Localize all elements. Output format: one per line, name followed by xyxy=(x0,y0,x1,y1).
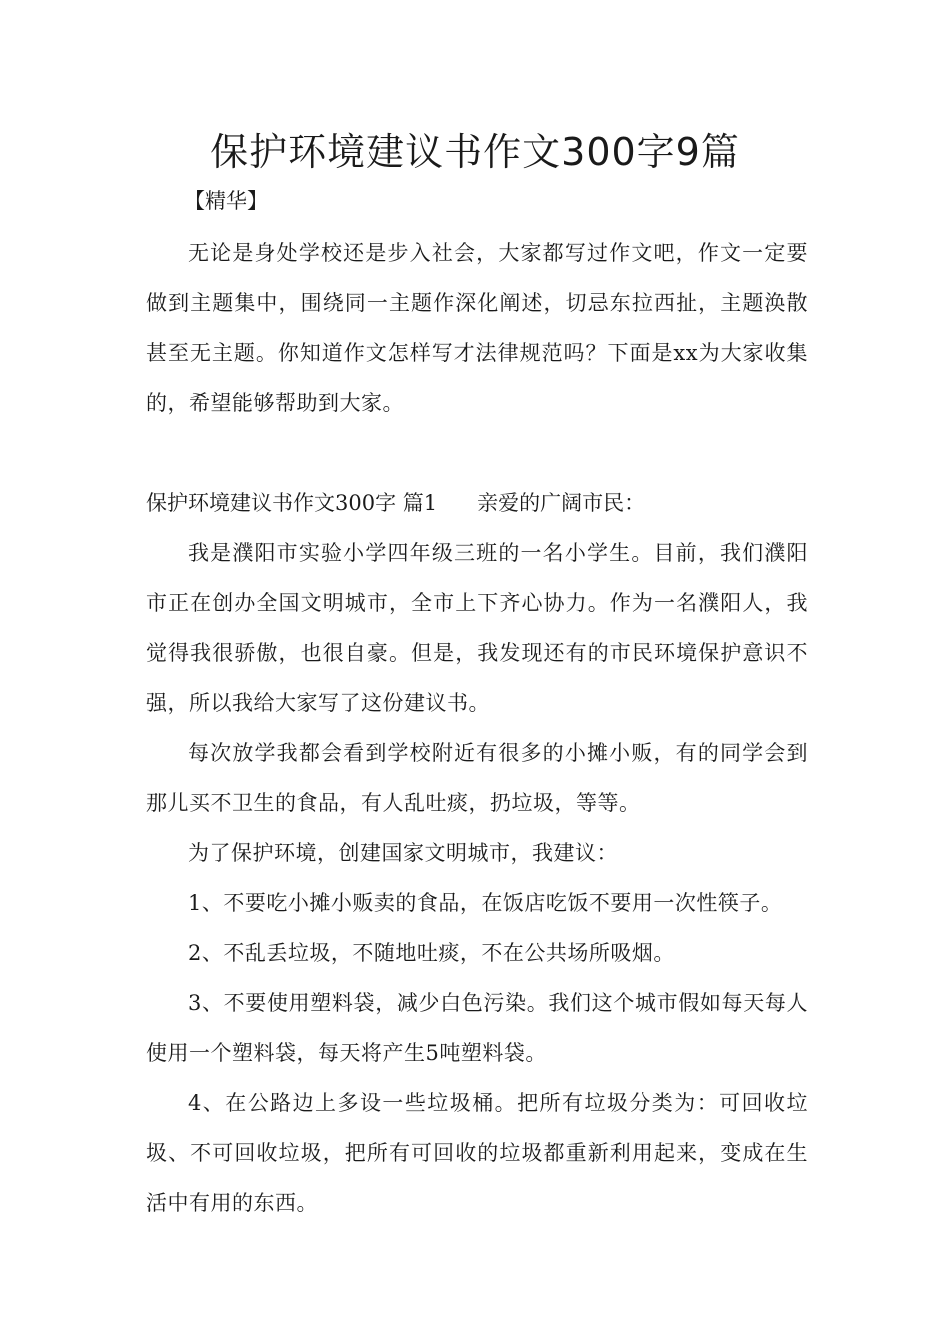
body-paragraph: 为了保护环境，创建国家文明城市，我建议： xyxy=(188,841,618,865)
suggestion-item: 1、不要吃小摊小贩卖的食品，在饭店吃饭不要用一次性筷子。 xyxy=(188,891,783,915)
body-paragraph: 每次放学我都会看到学校附近有很多的小摊小贩，有的同学会到那儿买不卫生的食品，有人乱吐痰，扔垃圾，等等。 xyxy=(146,741,808,815)
greeting: 亲爱的广阔市民： xyxy=(477,491,646,515)
section-title: 保护环境建议书作文300字 篇1 xyxy=(146,491,438,515)
document-title: 保护环境建议书作文300字9篇 xyxy=(210,130,740,174)
intro-section xyxy=(146,228,808,428)
section-heading xyxy=(146,478,808,528)
suggestion-item: 2、不乱丢垃圾，不随地吐痰，不在公共场所吸烟。 xyxy=(188,941,675,965)
intro-paragraph: 无论是身处学校还是步入社会，大家都写过作文吧，作文一定要做到主题集中，围绕同一主题作深化阐述，切忌东拉西扯，主题涣散甚至无主题。你知道作文怎样写才法律规范吗？下面是xx为大家收集的，希望能够帮助到大家。 xyxy=(146,241,808,415)
suggestion-item: 4、在公路边上多设一些垃圾桶。把所有垃圾分类为：可回收垃圾、不可回收垃圾，把所有可回收的垃圾都重新利用起来，变成在生活中有用的东西。 xyxy=(146,1091,808,1215)
suggestion-item: 3、不要使用塑料袋，减少白色污染。我们这个城市假如每天每人使用一个塑料袋，每天将产生5吨塑料袋。 xyxy=(146,991,808,1065)
essay-tag: 【精华】 xyxy=(184,189,268,213)
body-paragraph: 我是濮阳市实验小学四年级三班的一名小学生。目前，我们濮阳市正在创办全国文明城市，全市上下齐心协力。作为一名濮阳人，我觉得我很骄傲，也很自豪。但是，我发现还有的市民环境保护意识不强，所以我给大家写了这份建议书。 xyxy=(146,541,808,715)
essay-body xyxy=(146,528,808,1228)
